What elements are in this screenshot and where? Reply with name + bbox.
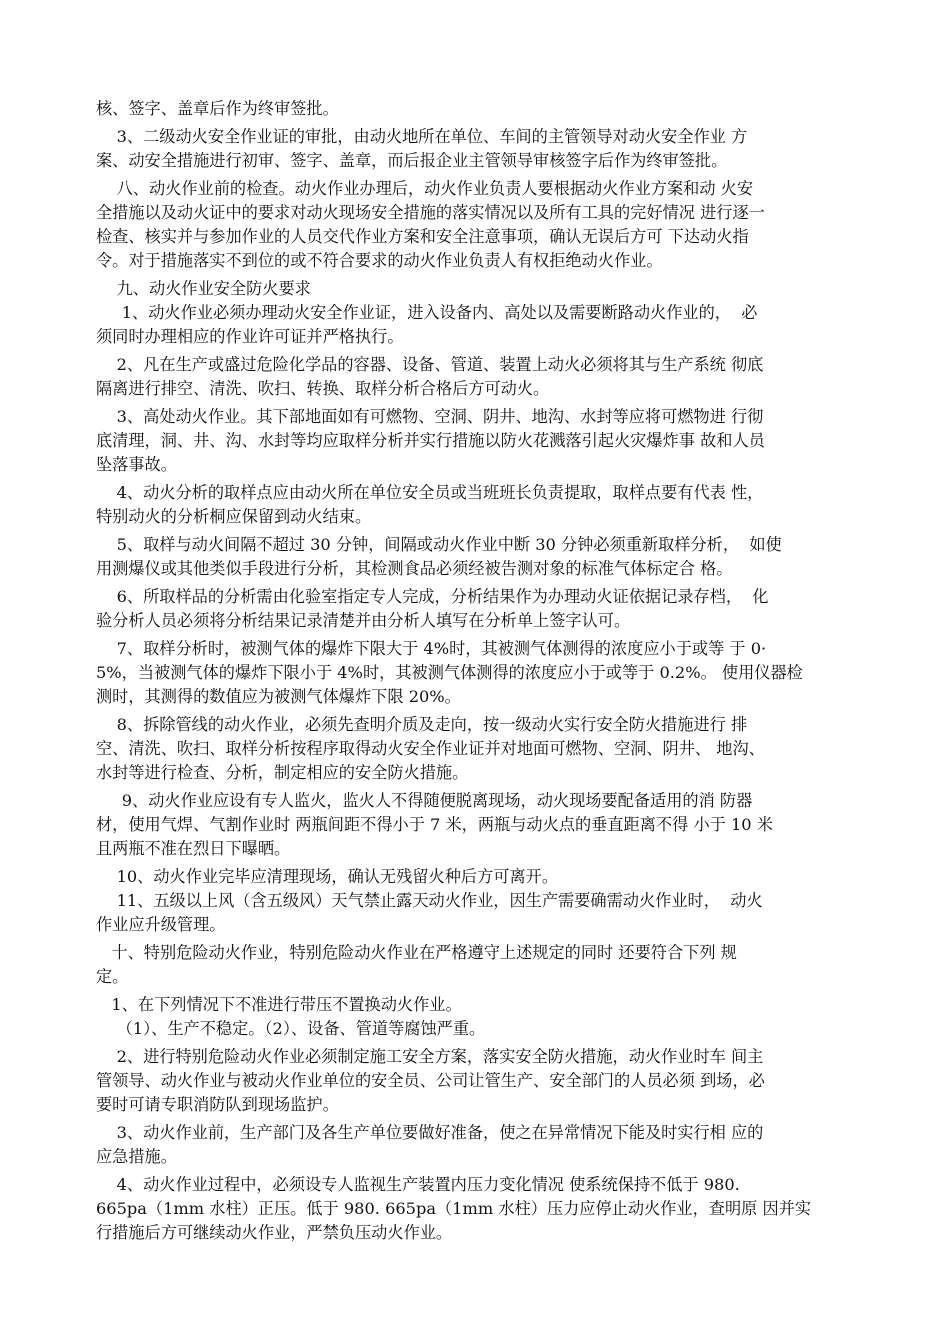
text-line: 八、动火作业前的检查。动火作业办理后，动火作业负责人要根据动火作业方案和动 火安 [96,179,754,198]
text-line: 底清理，洞、井、沟、水封等均应取样分析并实行措施以防火花溅落引起火灾爆炸事 故和人员 [96,431,765,450]
text-line: 坠落事故。 [96,455,177,474]
text-line: 665pa（1mm 水柱）正压。低于 980. 665pa（1mm 水柱）压力应停止动火作业，查明原 因并实 [96,1199,812,1218]
text-line: 9、动火作业应设有专人监火，监火人不得随便脱离现场，动火现场要配备适用的消 防器 [96,791,753,810]
text-line: 应急措施。 [96,1147,177,1166]
text-line: 且两瓶不准在烈日下曝晒。 [96,839,291,858]
text-line: 3、二级动火安全作业证的审批，由动火地所在单位、车间的主管领导对动火安全作业 方 [96,127,748,146]
text-line: 管领导、动火作业与被动火作业单位的安全员、公司让管生产、安全部门的人员必须 到场，必 [96,1071,765,1090]
text-line: 检查、核实并与参加作业的人员交代作业方案和安全注意事项，确认无误后方可 下达动火指 [96,227,749,246]
text-line: 十、特别危险动火作业，特别危险动火作业在严格遵守上述规定的同时 还要符合下列 规 [96,943,737,962]
text-line: （1）、生产不稳定。（2）、设备、管道等腐蚀严重。 [96,1019,486,1038]
text-line: 2、凡在生产或盛过危险化学品的容器、设备、管道、装置上动火必须将其与生产系统 彻底 [96,355,764,374]
text-line: 3、动火作业前，生产部门及各生产单位要做好准备，使之在异常情况下能及时实行相 应的 [96,1123,764,1142]
text-line: 须同时办理相应的作业许可证并严格执行。 [96,327,404,346]
text-line: 要时可请专职消防队到现场监护。 [96,1095,339,1114]
text-line: 行措施后方可继续动火作业，严禁负压动火作业。 [96,1223,453,1242]
text-line: 隔离进行排空、清洗、吹扫、转换、取样分析合格后方可动火。 [96,379,550,398]
text-line: 5%，当被测气体的爆炸下限小于 4%时，其被测气体测得的浓度应小于或等于 0.2%。 使用仪器检 [96,663,803,682]
text-line: 令。对于措施落实不到位的或不符合要求的动火作业负责人有权拒绝动火作业。 [96,251,663,270]
text-line: 作业应升级管理。 [96,915,226,934]
text-line: 定。 [96,967,129,986]
text-line: 核、签字、盖章后作为终审签批。 [96,99,339,118]
text-line: 用测爆仪或其他类似手段进行分析，其检测食品必须经被告测对象的标准气体标定合 格。 [96,559,733,578]
text-line: 全措施以及动火证中的要求对动火现场安全措施的落实情况以及所有工具的完好情况 进行逐一 [96,203,765,222]
text-line: 6、所取样品的分析需由化验室指定专人完成，分析结果作为办理动火证依据记录存档， 化 [96,587,769,606]
text-line: 10、动火作业完毕应清理现场，确认无残留火种后方可离开。 [96,867,559,886]
text-line: 九、动火作业安全防火要求 [96,279,311,298]
text-line: 空、清洗、吹扫、取样分析按程序取得动火安全作业证并对地面可燃物、空洞、阴井、 地沟、 [96,739,765,758]
text-line: 2、进行特别危险动火作业必须制定施工安全方案，落实安全防火措施，动火作业时车 间主 [96,1047,764,1066]
text-line: 测时，其测得的数值应为被测气体爆炸下限 20%。 [96,687,461,706]
text-line: 4、动火作业过程中，必须设专人监视生产装置内压力变化情况 使系统保持不低于 980. [96,1175,740,1194]
text-line: 3、高处动火作业。其下部地面如有可燃物、空洞、阴井、地沟、水封等应将可燃物进 行彻 [96,407,764,426]
text-line: 材，使用气焊、气割作业时 两瓶间距不得小于 7 米，两瓶与动火点的垂直距离不得 小于 10 米 [96,815,773,834]
text-line: 案、动安全措施进行初审、签字、盖章，而后报企业主管领导审核签字后作为终审签批。 [96,151,728,170]
text-line: 5、取样与动火间隔不超过 30 分钟，间隔或动火作业中断 30 分钟必须重新取样分析， 如使 [96,535,782,554]
text-line: 8、拆除管线的动火作业，必须先查明介质及走向，按一级动火实行安全防火措施进行 排 [96,715,748,734]
text-line: 验分析人员必须将分析结果记录清楚并由分析人填写在分析单上签字认可。 [96,611,631,630]
text-line: 7、取样分析时，被测气体的爆炸下限大于 4%时，其被测气体测得的浓度应小于或等 于 0· [96,639,767,658]
text-line: 11、五级以上风（含五级风）天气禁止露天动火作业，因生产需要确需动火作业时， 动火 [96,891,763,910]
text-line: 1、动火作业必须办理动火安全作业证，进入设备内、高处以及需要断路动火作业的， 必 [96,303,758,322]
text-line: 特别动火的分析桐应保留到动火结束。 [96,507,372,526]
text-line: 1、在下列情况下不准进行带压不置换动火作业。 [96,995,462,1014]
text-line: 4、动火分析的取样点应由动火所在单位安全员或当班班长负责提取，取样点要有代表 性， [96,483,764,502]
text-line: 水封等进行检查、分析，制定相应的安全防火措施。 [96,763,469,782]
